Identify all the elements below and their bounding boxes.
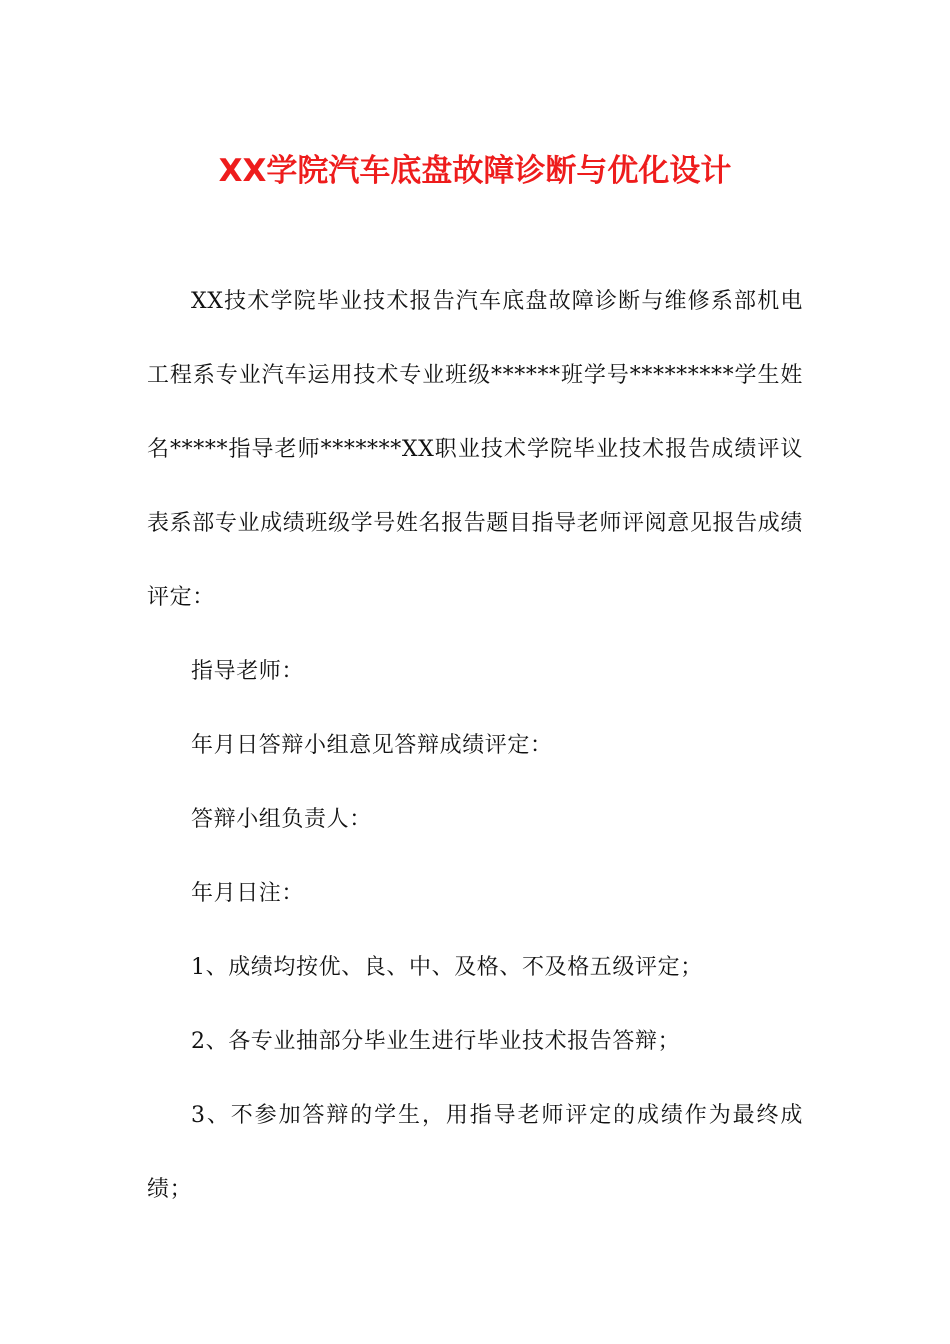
paragraph-defense-opinion: 年月日答辩小组意见答辩成绩评定： [191,733,553,758]
paragraph-note-3: 3、不参加答辩的学生，用指导老师评定的成绩作为最终成绩； [147,1103,803,1202]
document-title: XX学院汽车底盘故障诊断与优化设计 [218,153,732,189]
paragraph-defense-leader: 答辩小组负责人： [191,807,372,832]
paragraph-report-info: XX技术学院毕业技术报告汽车底盘故障诊断与维修系部机电工程系专业汽车运用技术专业班级******班学号*********学生姓名*****指导老师*******XX职业技术学院毕业技术报告成绩评议表系部专业成绩班级学号姓名报告题目指导老师评阅意见报告成绩评定： [147,289,803,610]
paragraph-note-1: 1、成绩均按优、良、中、及格、不及格五级评定； [191,955,703,980]
paragraph-note-2: 2、各专业抽部分毕业生进行毕业技术报告答辩； [191,1029,681,1054]
paragraph-date-note: 年月日注： [191,881,305,906]
paragraph-advisor: 指导老师： [191,659,305,684]
document-body [147,265,803,1227]
